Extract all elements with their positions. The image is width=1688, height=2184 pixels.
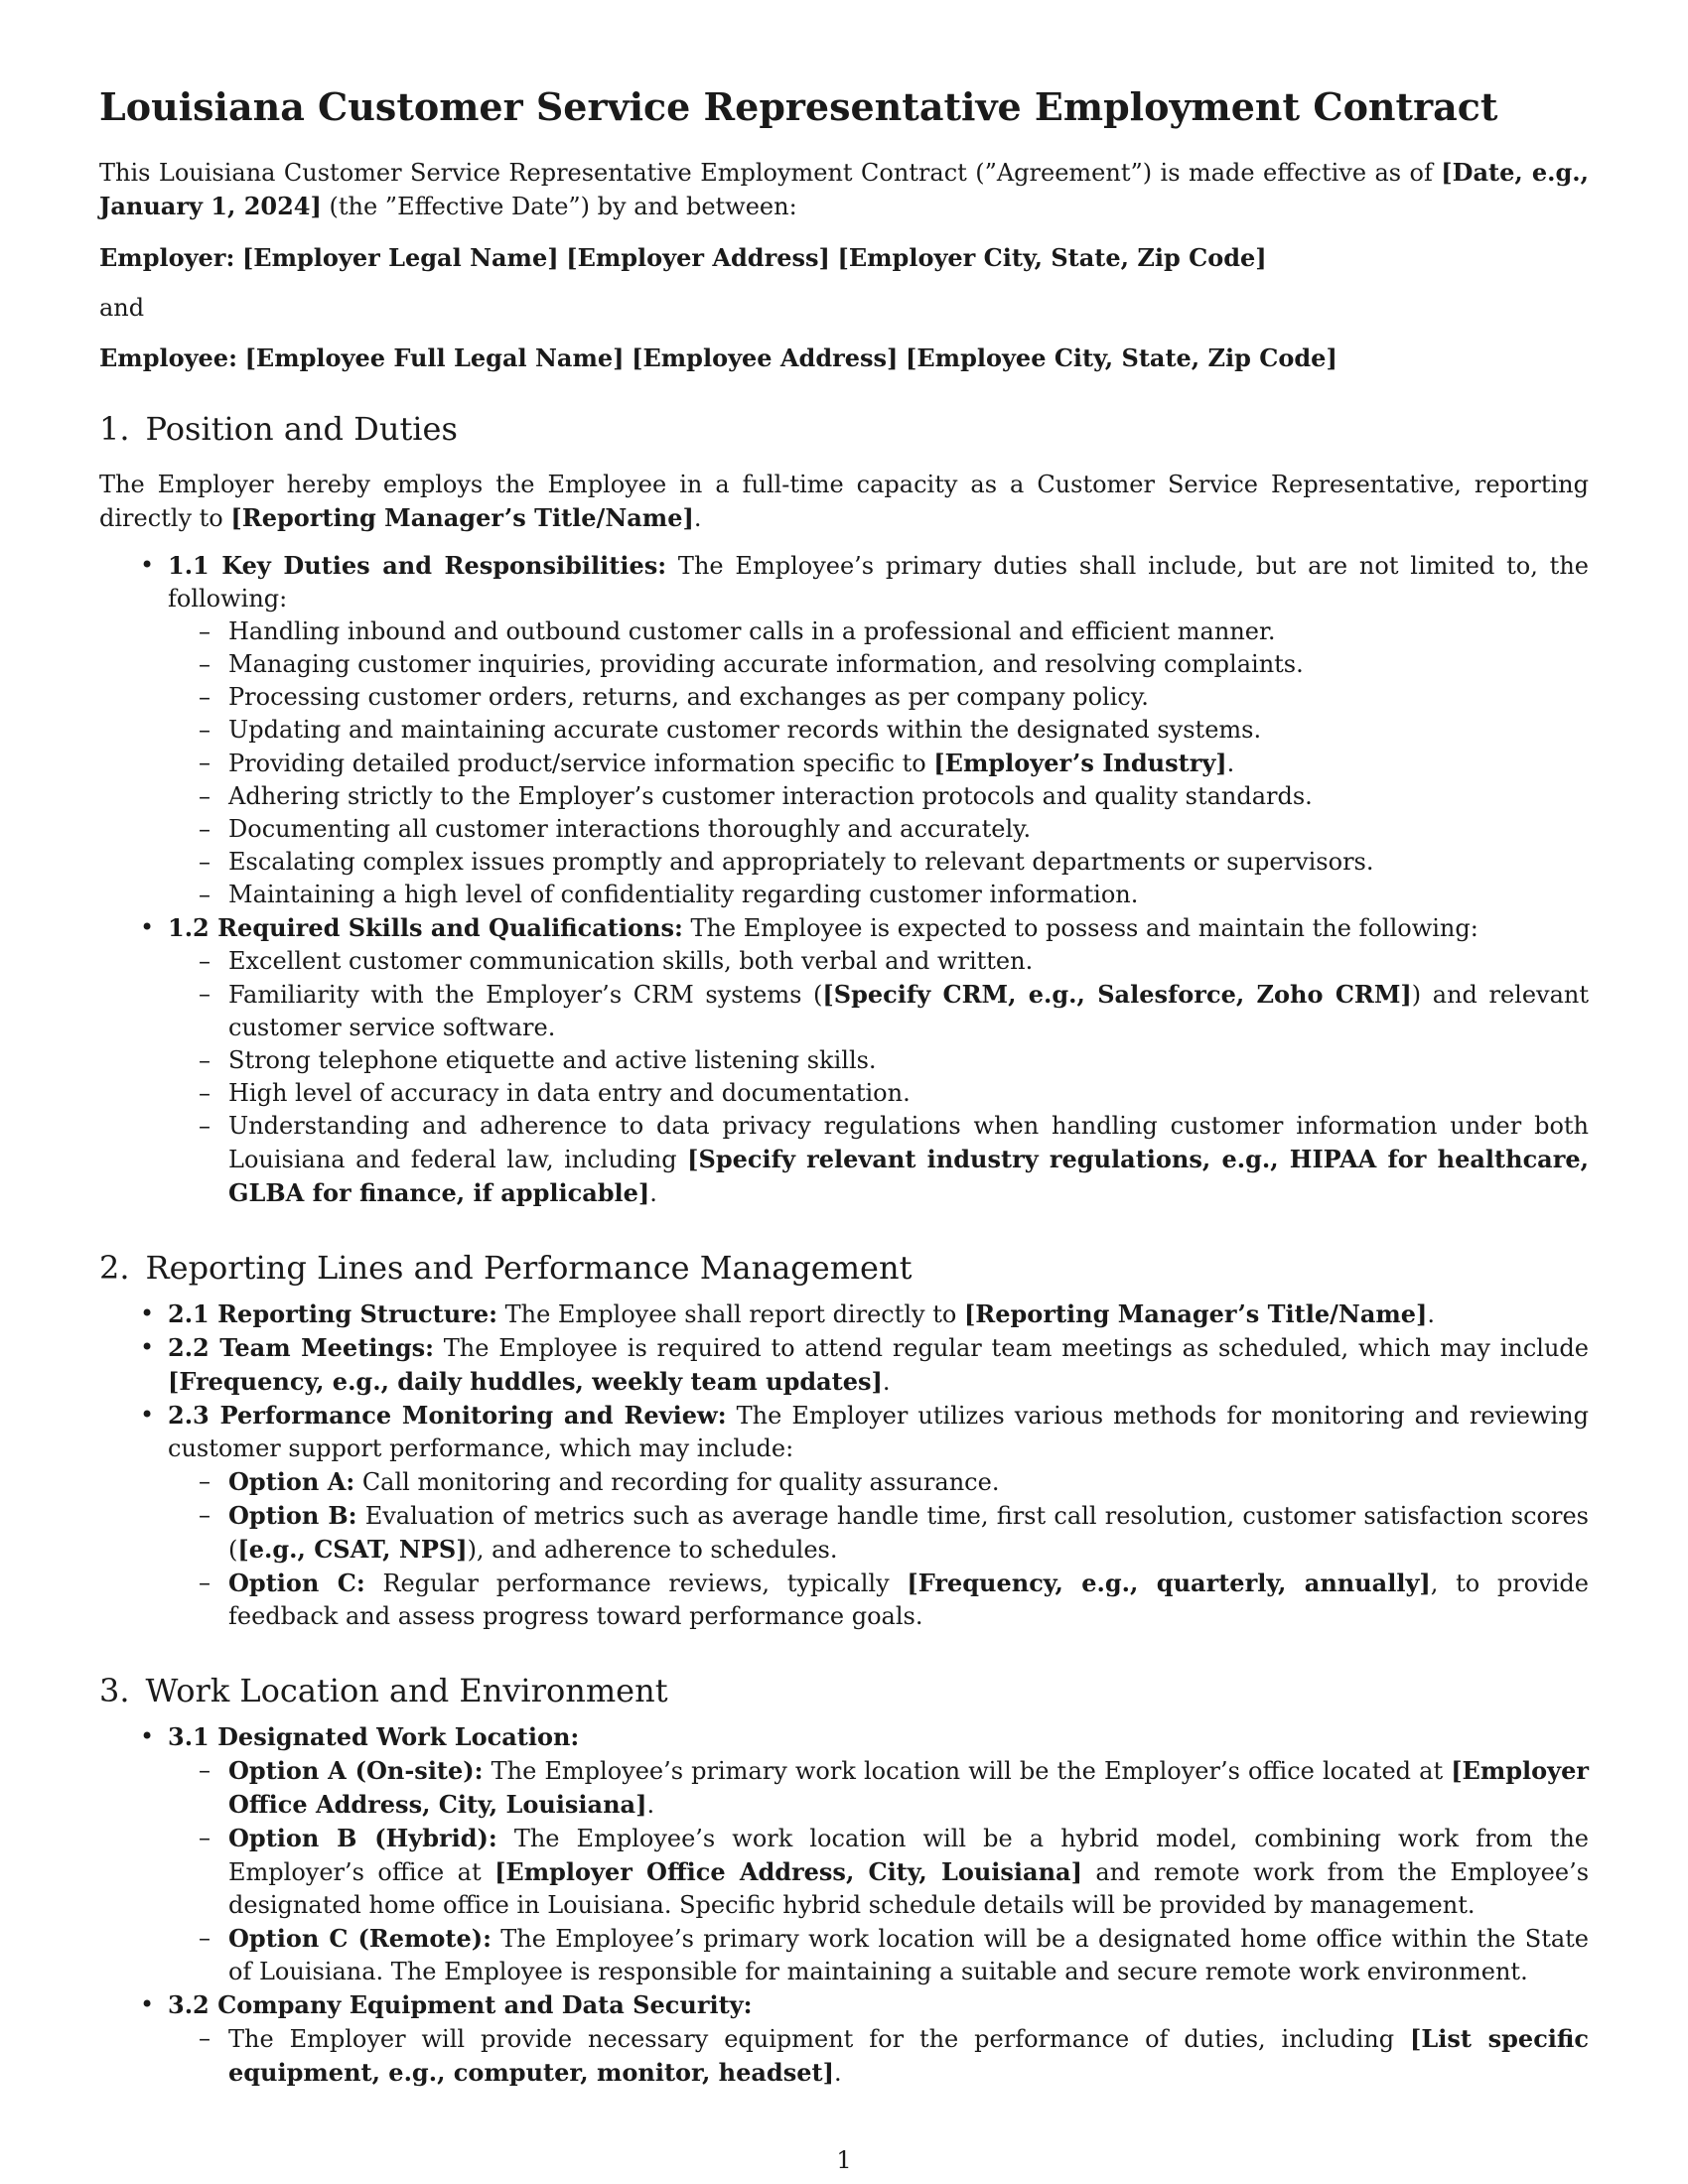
option-a-label: Option A: — [228, 1467, 355, 1496]
option-c-label: Option C: — [228, 1569, 365, 1597]
employee-city-placeholder: [Employee City, State, Zip Code] — [906, 343, 1337, 372]
duty-item: – Handling inbound and outbound customer calls in a professional and efficient manner. — [168, 615, 1589, 648]
duty-item — [168, 747, 1589, 780]
review-frequency-placeholder: [Frequency, e.g., quarterly, annually] — [907, 1569, 1431, 1597]
meeting-frequency-placeholder: [Frequency, e.g., daily huddles, weekly team updates] — [168, 1367, 883, 1396]
employer-line — [99, 241, 1589, 275]
option-b-text: Evaluation of metrics such as average handle time, first call resolution, customer satisfaction scores ( — [228, 1502, 1589, 1564]
item-2-1-text: The Employee shall report directly to — [496, 1300, 964, 1328]
item-2-1-text-end: . — [1427, 1300, 1436, 1328]
and-text: and — [99, 294, 145, 322]
equipment-item — [168, 2022, 1589, 2090]
intro-text-end: (the ”Effective Date”) by and between: — [321, 193, 797, 220]
section-1-text-end: . — [693, 504, 702, 532]
location-options-list — [168, 1754, 1589, 1988]
section-1-title: Position and Duties — [145, 410, 458, 448]
item-2-2-text: The Employee is required to attend regular team meetings as scheduled, which may include — [434, 1334, 1589, 1362]
skill-item — [168, 978, 1589, 1044]
section-3-title: Work Location and Environment — [145, 1672, 668, 1709]
duty-text-end: . — [1226, 750, 1235, 777]
duty-item: – Processing customer orders, returns, and exchanges as per company policy. — [168, 681, 1589, 714]
intro-text: This Louisiana Customer Service Representative Employment Contract (”Agreement”) is made effective as of — [99, 159, 1442, 187]
skill-item: – High level of accuracy in data entry and documentation. — [168, 1077, 1589, 1110]
office-address-placeholder: [Employer Office Address, City, Louisiana] — [494, 1857, 1082, 1886]
duty-item: – Documenting all customer interactions thoroughly and accurately. — [168, 813, 1589, 846]
employee-line — [99, 341, 1589, 375]
intro-paragraph — [99, 156, 1589, 223]
remote-option-text: The Employee’s primary work location will be a designated home office within the State of Louisiana. The Employee is responsible for maintaining a suitable and secure remote work environment. — [228, 1925, 1590, 1985]
section-3-list — [99, 1720, 1589, 2090]
duty-item: – Escalating complex issues promptly and appropriately to relevant departments or supervisors. — [168, 846, 1589, 879]
page-number: 1 — [836, 2146, 852, 2174]
list-item-1-1 — [99, 549, 1589, 911]
employee-address-placeholder: [Employee Address] — [632, 343, 899, 372]
section-2-heading — [99, 1248, 1589, 1288]
item-3-2-label: 3.2 Company Equipment and Data Security: — [168, 1990, 753, 2019]
option-c-text-end: , to provide feedback and assess progress toward performance goals. — [228, 1570, 1589, 1630]
option-item — [168, 1567, 1589, 1633]
list-item-2-1 — [99, 1297, 1589, 1331]
skill-item — [168, 1110, 1589, 1210]
skills-list — [168, 945, 1589, 1210]
item-2-2-label: 2.2 Team Meetings: — [168, 1333, 435, 1362]
skill-item: – Excellent customer communication skills, both verbal and written. — [168, 945, 1589, 978]
hybrid-option-label: Option B (Hybrid): — [228, 1824, 497, 1852]
option-a-text: Call monitoring and recording for quality assurance. — [354, 1468, 1000, 1496]
list-item-2-2 — [99, 1331, 1589, 1399]
employer-label: Employer: — [99, 243, 235, 272]
industry-placeholder: [Employer’s Industry] — [933, 749, 1227, 777]
employee-name-placeholder: [Employee Full Legal Name] — [244, 343, 625, 372]
skill-text: Familiarity with the Employer’s CRM systems ( — [228, 981, 823, 1009]
hybrid-option-text: The Employee’s work location will be a hybrid model, combining work from the Employer’s office at — [228, 1825, 1590, 1886]
item-2-2-text-end: . — [882, 1368, 891, 1396]
onsite-option-label: Option A (On-site): — [228, 1756, 484, 1785]
regulations-placeholder: [Specify relevant industry regulations, e.g., HIPAA for healthcare, GLBA for finance, if applicable] — [228, 1145, 1590, 1207]
employer-address-placeholder: [Employer Address] — [566, 243, 830, 272]
remote-option-label: Option C (Remote): — [228, 1924, 492, 1953]
section-1-heading — [99, 409, 1589, 449]
section-1-paragraph — [99, 469, 1589, 535]
skill-text-end: ) and relevant customer service software. — [228, 981, 1590, 1041]
duties-list — [168, 615, 1589, 911]
section-3-heading — [99, 1671, 1589, 1710]
list-item-1-2 — [99, 911, 1589, 1210]
duty-item: – Updating and maintaining accurate customer records within the designated systems. — [168, 714, 1589, 747]
equipment-list — [168, 2022, 1589, 2090]
performance-options-list — [168, 1465, 1589, 1633]
section-2-list — [99, 1297, 1589, 1633]
crm-placeholder: [Specify CRM, e.g., Salesforce, Zoho CRM] — [822, 980, 1412, 1009]
equipment-text-end: . — [833, 2059, 842, 2087]
onsite-option-text: The Employee’s primary work location will be the Employer’s office located at — [483, 1757, 1452, 1785]
item-2-3-text: The Employer utilizes various methods for monitoring and reviewing customer support performance, which may include: — [168, 1402, 1589, 1462]
list-item-3-1 — [99, 1720, 1589, 1988]
skill-text: Understanding and adherence to data privacy regulations when handling customer information under both Louisiana and federal law, including — [228, 1112, 1589, 1173]
metrics-placeholder: [e.g., CSAT, NPS] — [237, 1535, 468, 1564]
effective-date-placeholder: [Date, e.g., January 1, 2024] — [99, 158, 1590, 220]
document-title: Louisiana Customer Service Representative Employment Contract — [99, 84, 1498, 129]
skill-item: – Strong telephone etiquette and active listening skills. — [168, 1044, 1589, 1077]
office-address-placeholder: [Employer Office Address, City, Louisiana] — [228, 1756, 1590, 1819]
skill-text-end: . — [649, 1179, 657, 1207]
section-1-text: The Employer hereby employs the Employee in a full-time capacity as a Customer Service Representative, reporting directly to — [99, 471, 1589, 532]
option-item — [168, 1499, 1589, 1567]
duty-item: – Managing customer inquiries, providing accurate information, and resolving complaints. — [168, 648, 1589, 681]
item-1-1-label: 1.1 Key Duties and Responsibilities: — [168, 551, 667, 580]
list-item-2-3 — [99, 1399, 1589, 1633]
section-2-title: Reporting Lines and Performance Management — [145, 1249, 913, 1287]
employee-label: Employee: — [99, 343, 237, 372]
equipment-placeholder: [List specific equipment, e.g., computer, monitor, headset] — [228, 2024, 1589, 2087]
equipment-text: The Employer will provide necessary equipment for the performance of duties, including — [228, 2025, 1411, 2053]
document-page — [99, 85, 1589, 2090]
item-1-2-text: The Employee is expected to possess and maintain the following: — [682, 914, 1478, 942]
option-item — [168, 1465, 1589, 1499]
option-item — [168, 1822, 1589, 1922]
item-1-2-label: 1.2 Required Skills and Qualifications: — [168, 913, 683, 942]
hybrid-option-text-end: and remote work from the Employee’s designated home office in Louisiana. Specific hybrid schedule details will be provided by management. — [228, 1858, 1590, 1919]
item-3-1-label: 3.1 Designated Work Location: — [168, 1722, 580, 1751]
employer-city-placeholder: [Employer City, State, Zip Code] — [837, 243, 1267, 272]
option-item — [168, 1922, 1589, 1988]
duty-item: – Maintaining a high level of confidentiality regarding customer information. — [168, 879, 1589, 911]
employer-name-placeholder: [Employer Legal Name] — [241, 243, 559, 272]
item-2-3-label: 2.3 Performance Monitoring and Review: — [168, 1401, 727, 1430]
reporting-manager-placeholder: [Reporting Manager’s Title/Name] — [230, 503, 694, 532]
section-2-number: 2. — [99, 1249, 130, 1287]
section-3-number: 3. — [99, 1672, 130, 1709]
list-item-3-2 — [99, 1988, 1589, 2090]
section-1-list — [99, 549, 1589, 1210]
option-item — [168, 1754, 1589, 1822]
item-1-1-text: The Employee’s primary duties shall include, but are not limited to, the following: — [168, 552, 1589, 613]
option-b-label: Option B: — [228, 1501, 357, 1530]
item-2-1-label: 2.1 Reporting Structure: — [168, 1299, 497, 1328]
duty-text: Providing detailed product/service information specific to — [228, 750, 934, 777]
option-b-text-end: ), and adherence to schedules. — [467, 1536, 838, 1564]
duty-item: – Adhering strictly to the Employer’s customer interaction protocols and quality standards. — [168, 780, 1589, 813]
reporting-manager-placeholder: [Reporting Manager’s Title/Name] — [963, 1299, 1428, 1328]
section-1-number: 1. — [99, 410, 130, 448]
option-c-text: Regular performance reviews, typically — [364, 1570, 908, 1597]
onsite-option-text-end: . — [646, 1791, 655, 1819]
